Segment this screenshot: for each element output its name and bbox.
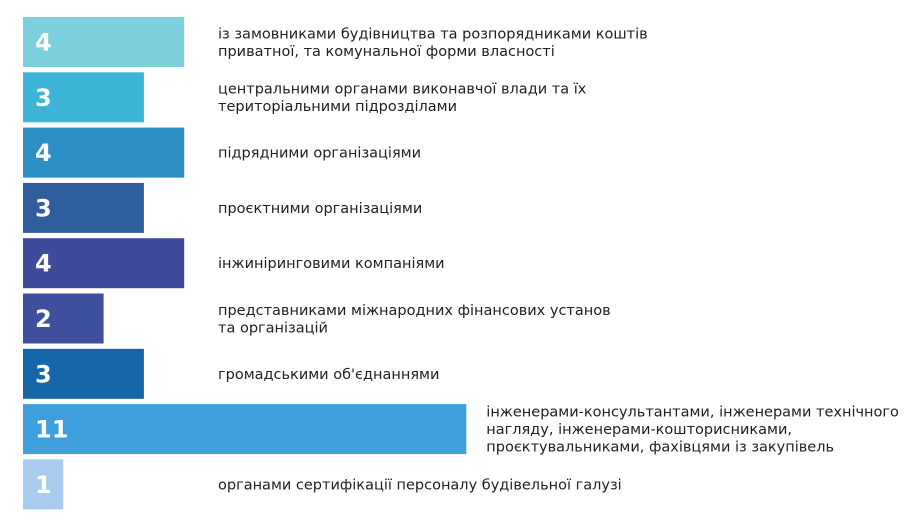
category-label-line: підрядними організаціями: [218, 145, 422, 162]
category-label-line: органами сертифікації персоналу будівельної галузі: [218, 477, 622, 494]
bar-value-label-2: 3: [35, 83, 52, 112]
bar-8: [23, 404, 466, 454]
category-label-line: приватної, та комунальної форми власності: [218, 43, 555, 60]
category-label-3: [218, 146, 421, 162]
category-label-5: [218, 256, 445, 272]
category-label-1: [218, 26, 648, 60]
category-label-line: представниками міжнародних фінансових установ: [218, 302, 611, 319]
bar-value-label-1: 4: [35, 28, 52, 57]
bar-value-label-6: 2: [35, 305, 52, 333]
bar-value-label-3: 4: [35, 139, 52, 168]
bar-value-label-8: 11: [35, 415, 69, 444]
category-label-line: громадськими об'єднаннями: [218, 366, 440, 383]
bar-value-label-5: 4: [35, 249, 52, 278]
category-label-8: [486, 405, 899, 456]
category-label-line: територіальними підрозділами: [218, 99, 458, 116]
category-label-line: проєктними організаціями: [218, 200, 423, 217]
category-label-line: інжиніринговими компаніями: [218, 256, 445, 273]
category-label-6: [218, 303, 611, 337]
category-label-9: [218, 477, 622, 493]
category-label-line: та організацій: [218, 320, 328, 337]
bar-value-label-7: 3: [35, 360, 52, 389]
category-label-line: із замовниками будівництва та розпорядниками коштів: [218, 26, 648, 43]
category-label-line: інженерами-консультантами, інженерами технічного: [486, 404, 899, 421]
bar-value-label-9: 1: [35, 470, 52, 499]
category-label-line: нагляду, інженерами-кошторисниками,: [486, 422, 793, 439]
bar-value-label-4: 3: [35, 194, 52, 223]
category-label-7: [218, 367, 439, 383]
category-label-4: [218, 201, 422, 217]
category-label-line: проєктувальниками, фахівцями із закупівель: [486, 439, 835, 456]
category-label-2: [218, 82, 587, 116]
category-label-line: центральними органами виконавчої влади та їх: [218, 81, 587, 98]
